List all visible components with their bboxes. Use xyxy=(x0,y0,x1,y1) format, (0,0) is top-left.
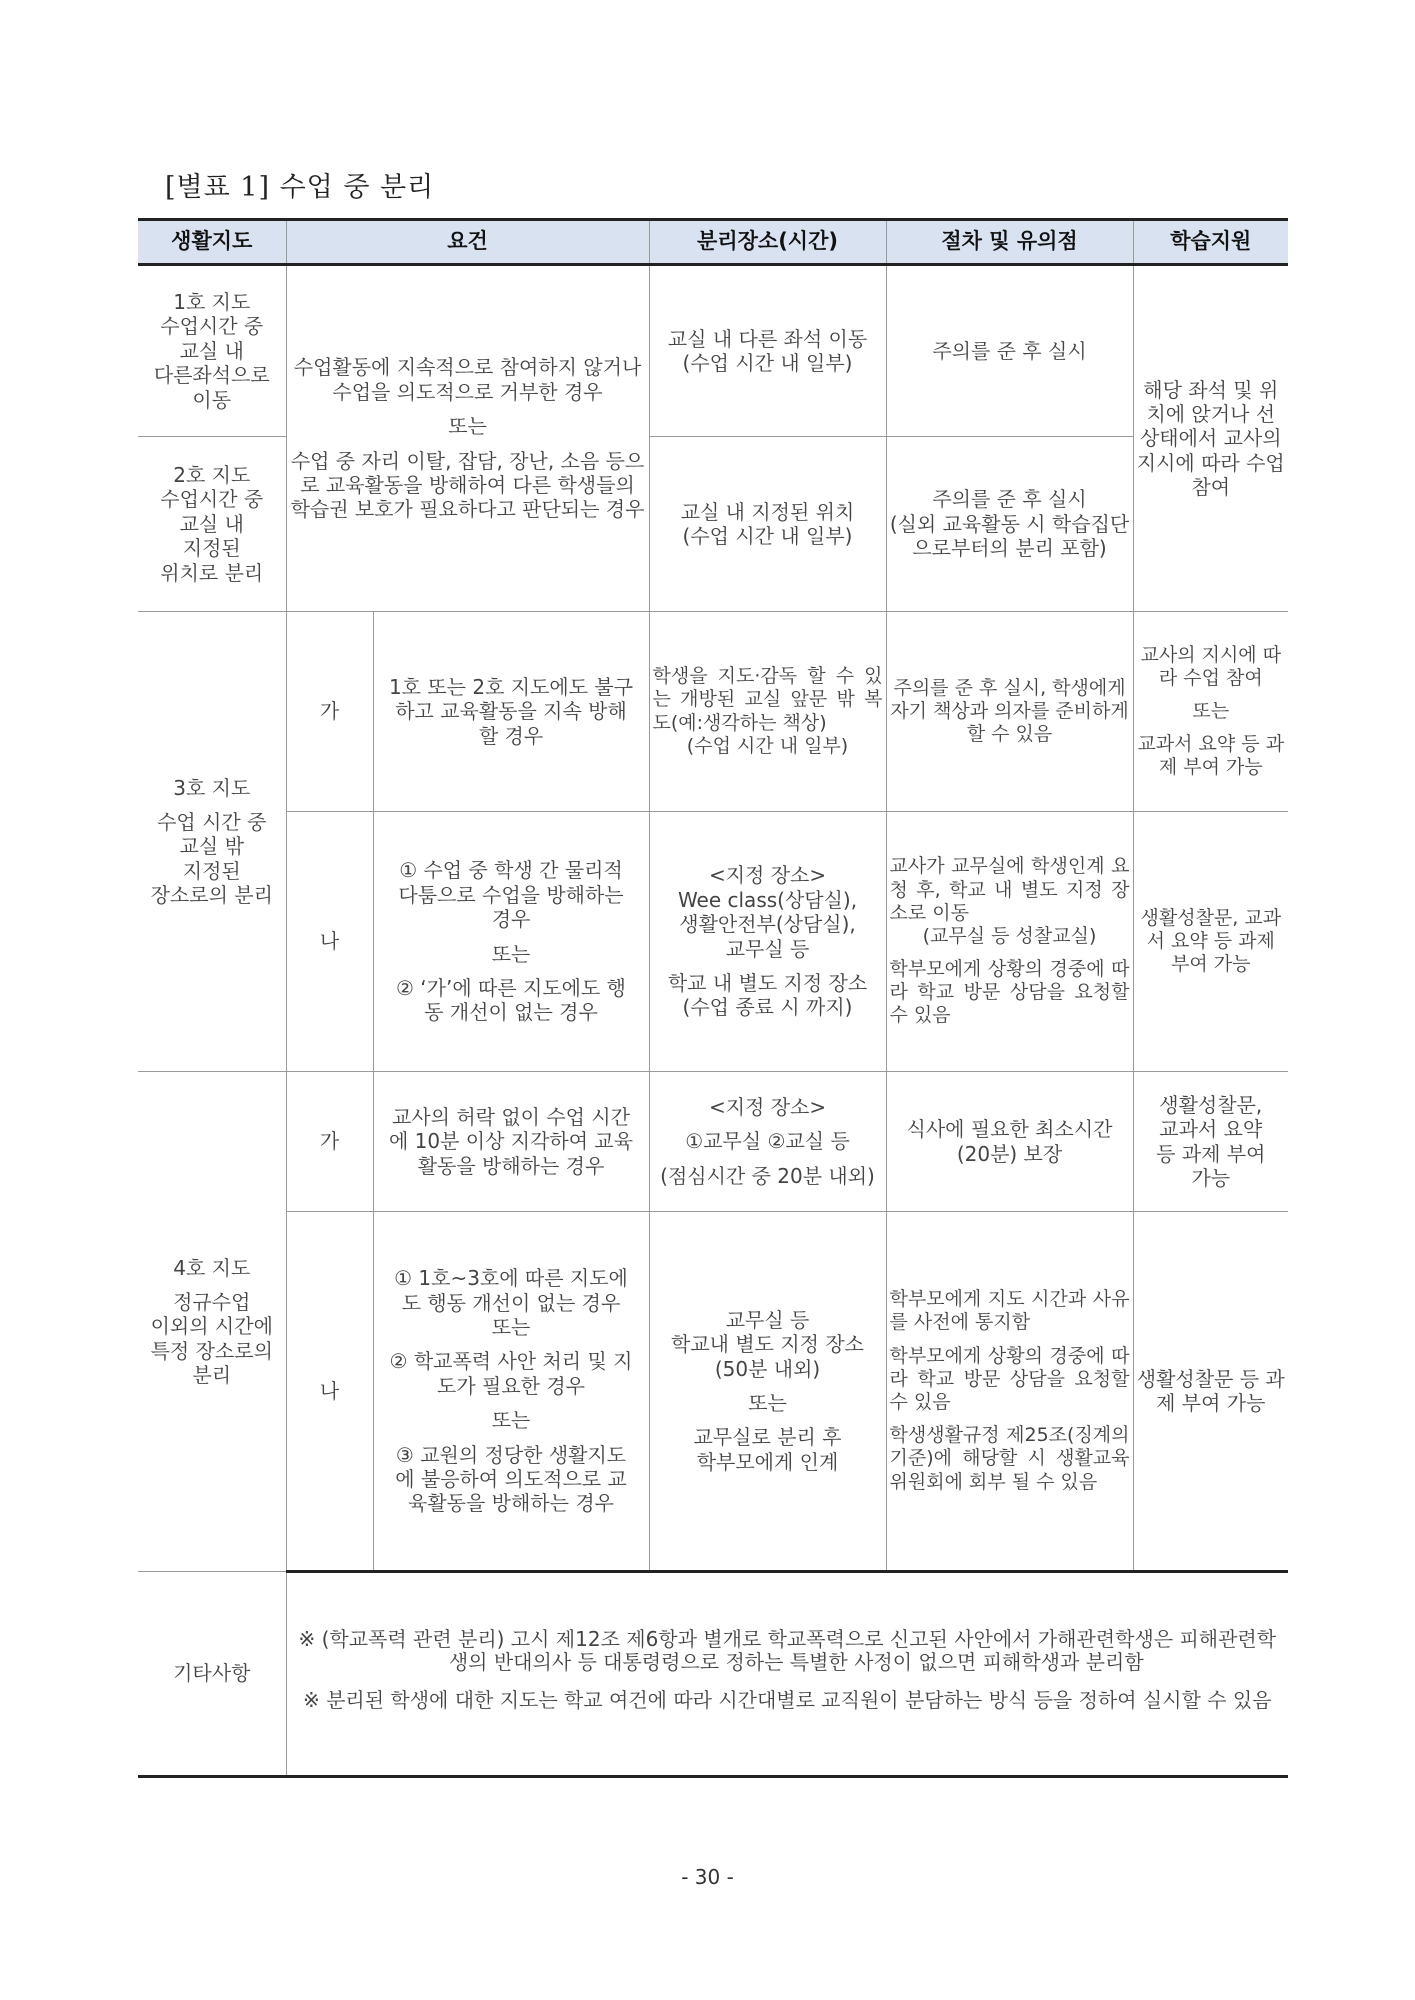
row3-na-procedure: 교사가 교무실에 학생인계 요청 후, 학교 내 별도 지정 장소로 이동 (교무실 등 성찰교실) 학부모에게 상황의 경중에 따라 학교 방문 상담을 요청할 수 있음 xyxy=(886,812,1133,1072)
row4-na-place: 교무실 등 학교내 별도 지정 장소 (50분 내외) 또는 교무실로 분리 후 학부모에게 인계 xyxy=(649,1212,886,1572)
row2-place: 교실 내 지정된 위치 (수업 시간 내 일부) xyxy=(649,437,886,612)
row4-na-requirement: ① 1호~3호에 따른 지도에도 행동 개선이 없는 경우 또는 ② 학교폭력 사안 처리 및 지도가 필요한 경우 또는 ③ 교원의 정당한 생활지도에 불응하여 의도적으로 교육활동을 방해하는 경우 xyxy=(373,1212,649,1572)
row4-na-support: 생활성찰문 등 과제 부여 가능 xyxy=(1133,1212,1288,1572)
page-number: - 30 - xyxy=(681,1865,734,1889)
other-notes xyxy=(286,1572,1288,1777)
row3-na-support: 생활성찰문, 교과서 요약 등 과제 부여 가능 xyxy=(1133,812,1288,1072)
row3-ga-label: 가 xyxy=(286,612,373,812)
row2-procedure: 주의를 준 후 실시 (실외 교육활동 시 학습집단으로부터의 분리 포함) xyxy=(886,437,1133,612)
row3-ga-support: 교사의 지시에 따라 수업 참여 또는 교과서 요약 등 과제 부여 가능 xyxy=(1133,612,1288,812)
row4-ga-procedure: 식사에 필요한 최소시간 (20분) 보장 xyxy=(886,1072,1133,1212)
table-row xyxy=(138,265,1288,437)
header-support: 학습지원 xyxy=(1133,220,1288,265)
row3-ga-place: 학생을 지도·감독 할 수 있는 개방된 교실 앞문 밖 복도(예:생각하는 책상) (수업 시간 내 일부) xyxy=(649,612,886,812)
table-row xyxy=(138,812,1288,1072)
row3-ga-procedure: 주의를 준 후 실시, 학생에게 자기 책상과 의자를 준비하게 할 수 있음 xyxy=(886,612,1133,812)
row2-category: 2호 지도 수업시간 중 교실 내 지정된 위치로 분리 xyxy=(138,437,286,612)
header-place: 분리장소(시간) xyxy=(649,220,886,265)
row4-na-procedure: 학부모에게 지도 시간과 사유를 사전에 통지함 학부모에게 상황의 경중에 따라 학교 방문 상담을 요청할 수 있음 학생생활규정 제25조(징계의 기준)에 해당할 시 생활교육위원회에 회부 될 수 있음 xyxy=(886,1212,1133,1572)
header-requirement: 요건 xyxy=(286,220,649,265)
table-title: [별표 1] 수업 중 분리 xyxy=(165,172,435,203)
row4-ga-requirement: 교사의 허락 없이 수업 시간에 10분 이상 지각하여 교육활동을 방해하는 경우 xyxy=(373,1072,649,1212)
header-procedure: 절차 및 유의점 xyxy=(886,220,1133,265)
other-label: 기타사항 xyxy=(138,1572,286,1777)
table-row xyxy=(138,1212,1288,1572)
row1-place: 교실 내 다른 좌석 이동 (수업 시간 내 일부) xyxy=(649,265,886,437)
table-row xyxy=(138,1572,1288,1777)
row1-category: 1호 지도 수업시간 중 교실 내 다른좌석으로 이동 xyxy=(138,265,286,437)
row4-ga-label: 가 xyxy=(286,1072,373,1212)
row3-na-place: <지정 장소> Wee class(상담실), 생활안전부(상담실), 교무실 등 학교 내 별도 지정 장소 (수업 종료 시 까지) xyxy=(649,812,886,1072)
other-note-2: ※ 분리된 학생에 대한 지도는 학교 여건에 따라 시간대별로 교직원이 분담하는 방식 등을 정하여 실시할 수 있음 xyxy=(302,1687,1272,1712)
row4-na-label: 나 xyxy=(286,1212,373,1572)
row1-procedure: 주의를 준 후 실시 xyxy=(886,265,1133,437)
row12-support: 해당 좌석 및 위치에 앉거나 선 상태에서 교사의 지시에 따라 수업 참여 xyxy=(1133,265,1288,612)
table-header-row xyxy=(138,220,1288,265)
separation-table xyxy=(138,218,1288,1778)
row12-requirement: 수업활동에 지속적으로 참여하지 않거나 수업을 의도적으로 거부한 경우 또는 수업 중 자리 이탈, 잡담, 장난, 소음 등으로 교육활동을 방해하여 다른 학생들의 학습권 보호가 필요하다고 판단되는 경우 xyxy=(286,265,649,612)
row3-category: 3호 지도 수업 시간 중 교실 밖 지정된 장소로의 분리 xyxy=(138,612,286,1072)
row3-na-requirement: ① 수업 중 학생 간 물리적 다툼으로 수업을 방해하는 경우 또는 ② ‘가’에 따른 지도에도 행동 개선이 없는 경우 xyxy=(373,812,649,1072)
table-row xyxy=(138,1072,1288,1212)
row4-category: 4호 지도 정규수업 이외의 시간에 특정 장소로의 분리 xyxy=(138,1072,286,1572)
row3-na-label: 나 xyxy=(286,812,373,1072)
row3-ga-requirement: 1호 또는 2호 지도에도 불구하고 교육활동을 지속 방해할 경우 xyxy=(373,612,649,812)
header-guidance: 생활지도 xyxy=(138,220,286,265)
row4-ga-place: <지정 장소> ①교무실 ②교실 등 (점심시간 중 20분 내외) xyxy=(649,1072,886,1212)
other-note-1: ※ (학교폭력 관련 분리) 고시 제12조 제6항과 별개로 학교폭력으로 신고된 사안에서 가해관련학생은 피해관련학생의 반대의사 등 대통령령으로 정하는 특별한 사정이 없으면 피해학생과 분리함 xyxy=(298,1626,1277,1675)
row4-ga-support: 생활성찰문, 교과서 요약 등 과제 부여 가능 xyxy=(1133,1072,1288,1212)
table-row xyxy=(138,612,1288,812)
